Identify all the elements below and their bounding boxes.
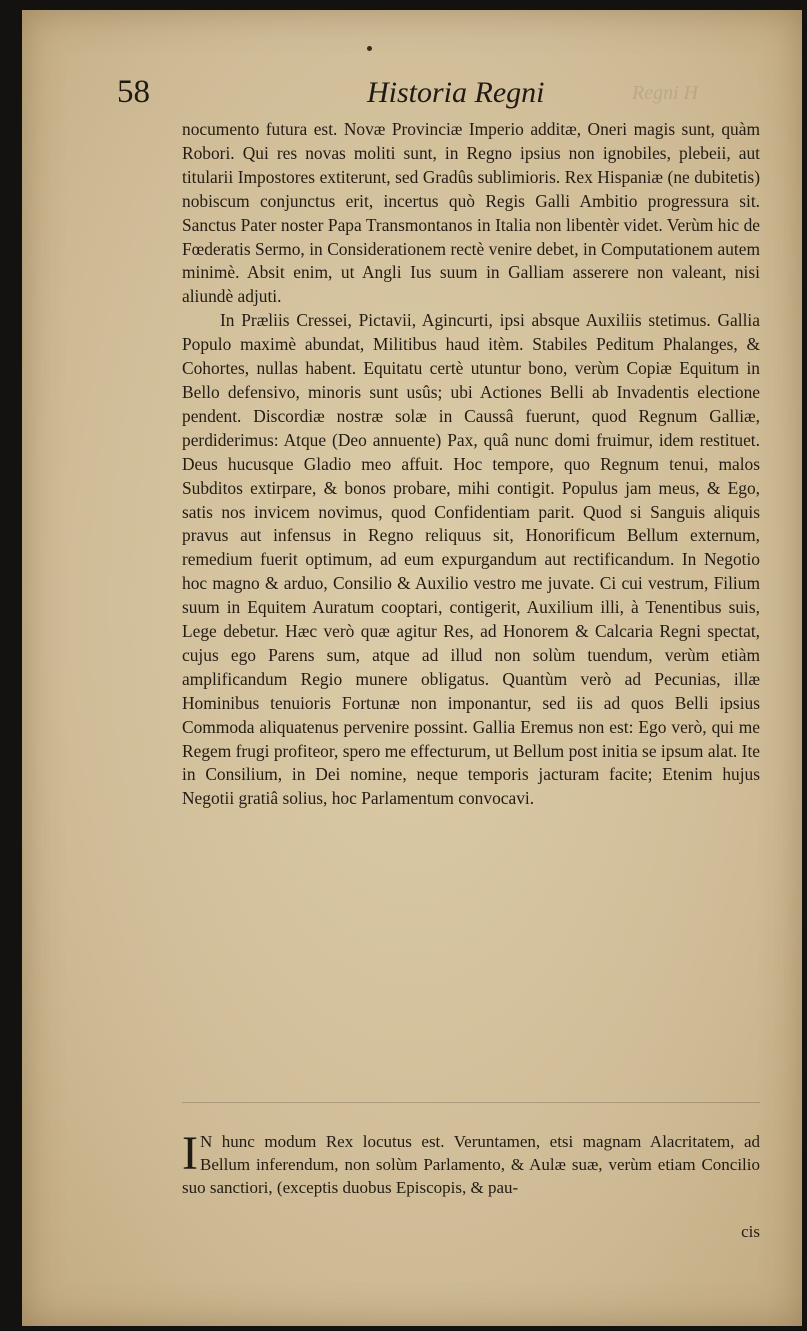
ink-speck bbox=[367, 46, 372, 51]
section-paragraph bbox=[182, 1127, 760, 1199]
section-divider bbox=[182, 1102, 760, 1103]
section-text bbox=[182, 1127, 760, 1241]
page-header bbox=[22, 70, 802, 120]
page-number: 58 bbox=[117, 74, 150, 110]
bleed-through-title: Regni H bbox=[632, 82, 699, 104]
drop-cap: I bbox=[182, 1127, 198, 1180]
main-text bbox=[182, 118, 760, 811]
book-page bbox=[22, 10, 802, 1326]
catchword: cis bbox=[741, 1222, 760, 1241]
running-title: Historia Regni bbox=[367, 76, 545, 109]
paragraph-1: nocumento futura est. Novæ Provinciæ Imperio additæ, Oneri magis sunt, quàm Robori. Qui res novas moliti sunt, in Regno ipsius non ignobiles, plebeii, aut titularii Impostores extiterunt, sed Gradûs sublimioris. Rex Hispaniæ (ne dubitetis) nobiscum conjunctus erit, incertus quò Regis Galli Ambitio progressura sit. Sanctus Pater noster Papa Transmontanos in Italia non libentèr videt. Verùm hic de Fœderatis Sermo, in Considerationem rectè venire debet, in Computationem autem minimè. Absit enim, ut Angli Ius suum in Galliam asserere non valeant, nisi aliundè adjuti. bbox=[182, 119, 760, 307]
paragraph-2: In Præliis Cressei, Pictavii, Agincurti, ipsi absque Auxiliis stetimus. Gallia Populo maximè abundat, Militibus haud itèm. Stabiles Peditum Phalanges, & Cohortes, nullas habent. Equitatu certè utuntur bono, verùm Copiæ Equitum in Bello defensivo, minoris sunt usûs; ubi Actiones Belli ab Invadentis electione pendent. Discordiæ nostræ solæ in Caussâ fuerunt, quod Regnum Galliæ, perdiderimus: Atque (Deo annuente) Pax, quâ nunc domi fruimur, idem restituet. Deus hucusque Gladio meo affuit. Hoc tempore, quo Regnum tenui, malos Subditos extirpare, & bonos probare, mihi contigit. Populus jam meus, & Ego, satis nos invicem novimus, quod Confidentiam parit. Quod si Sanguis aliquis pravus aut infensus in Regno reliquus sit, Honorificum Bellum externum, remedium fuerit optimum, ad eum expurgandum aut rectificandum. In Negotio hoc magno & arduo, Consilio & Auxilio vestro me juvate. Ci cui vestrum, Filium suum in Equitem Auratum cooptari, contigerit, Auxilium illi, à Tenentibus suis, Lege debetur. Hæc verò quæ agitur Res, ad Honorem & Calcaria Regni spectat, cujus ego Parens sum, atque ad illud non solùm tuendum, verùm etiàm amplificandum Regio munere obligatus. Quantùm verò ad Pecunias, illæ Hominibus tenuioris Fortunæ non imponantur, sed iis ad quos Belli ipsius Commoda aliquatenus pervenire possint. Gallia Eremus non est: Ego verò, qui me Regem frugi profiteor, spero me effecturum, ut Bellum post initia se ipsum alat. Ite in Consilium, in Dei nomine, neque temporis jacturam facite; Etenim hujus Negotii gratiâ solius, hoc Parlamentum convocavi. bbox=[182, 310, 760, 809]
section-body: N hunc modum Rex locutus est. Veruntamen, etsi magnam Alacritatem, ad Bellum inferendum, non solùm Parlamento, & Aulæ suæ, verùm etiam Concilio suo sanctiori, (exceptis duobus Episcopis, & pau- bbox=[182, 1132, 760, 1197]
